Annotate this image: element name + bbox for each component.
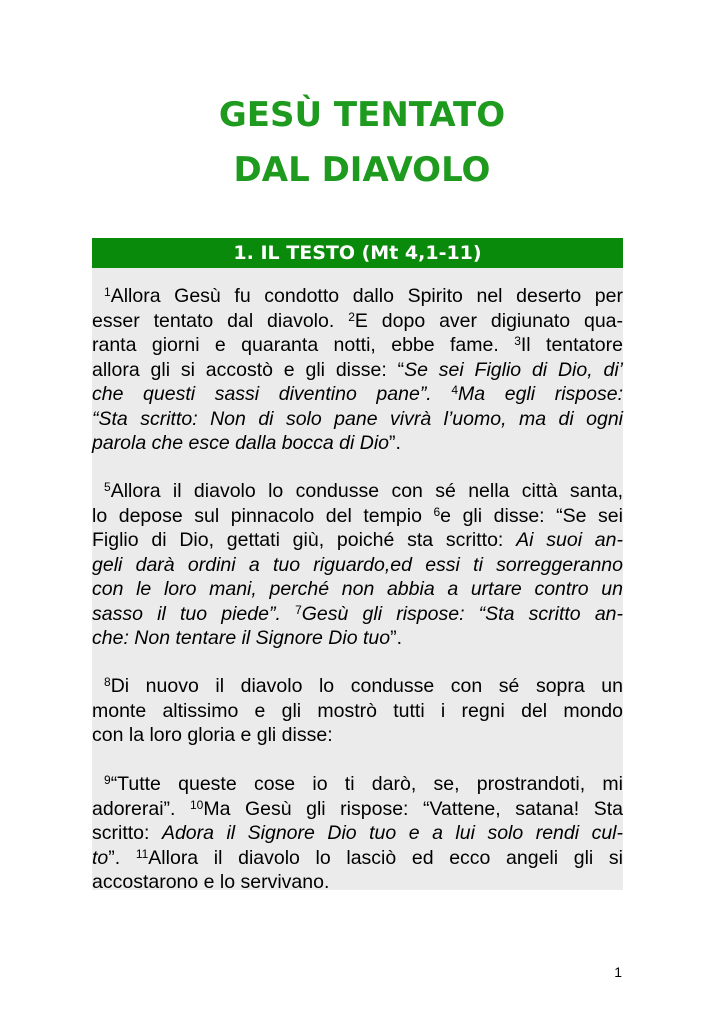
text-run: accostarono e lo servivano. — [92, 871, 330, 893]
text-line — [92, 382, 623, 407]
title-line-1: GESÙ TENTATO — [218, 95, 506, 135]
scripture-quote: Adora il Signore Dio tuo e a lui solo rendi cul- — [161, 822, 623, 844]
text-run: con la loro gloria e gli disse: — [92, 724, 333, 746]
text-line — [92, 528, 623, 553]
verse-number: 8 — [104, 675, 111, 689]
text-run: ”. — [108, 846, 136, 869]
text-run: ranta giorni e quaranta notti, ebbe fame. — [92, 334, 515, 356]
text-line — [92, 309, 623, 334]
verse-number: 3 — [514, 334, 521, 348]
text-line — [92, 407, 623, 432]
text-run: lo depose sul pinnacolo del tempio — [92, 504, 434, 527]
paragraph-3 — [92, 674, 623, 748]
text-run: Allora il diavolo lo lasciò ed ecco angeli gli si — [148, 846, 623, 869]
text-run: Di nuovo il diavolo lo condusse con sé sopra un — [110, 675, 623, 697]
page-number: 1 — [614, 964, 622, 980]
verse-number: 5 — [104, 480, 111, 494]
scripture-quote: che: Non tentare il Signore Dio tuo — [92, 627, 391, 649]
paragraph-4 — [92, 772, 623, 895]
verse-number: 1 — [104, 285, 111, 299]
text-run: Figlio di Dio, gettati giù, poiché sta scritto: — [92, 529, 517, 551]
document-title — [0, 88, 724, 198]
text-run: monte altissimo e gli mostrò tutti i regni del mondo — [92, 699, 623, 722]
text-line — [92, 479, 623, 504]
text-run: adorerai”. — [92, 797, 190, 820]
section-heading: 1. IL TESTO (Mt 4,1-11) — [92, 238, 623, 268]
scripture-quote: parola che esce dalla bocca di Dio — [92, 432, 390, 454]
text-run: ”. — [390, 627, 403, 649]
scripture-quote: sasso il tuo piede”. — [92, 602, 296, 625]
text-line — [92, 284, 623, 309]
verse-number: 7 — [295, 602, 302, 617]
scripture-quote: Gesù gli rispose: “Sta scritto an- — [301, 602, 623, 625]
paragraph-2 — [92, 479, 623, 651]
text-line — [92, 699, 623, 724]
text-run: Allora Gesù fu condotto dallo Spirito nel deserto per — [110, 285, 623, 307]
text-line — [92, 602, 623, 627]
scripture-quote: Se sei Figlio di Dio, di’ — [404, 358, 623, 381]
verse-number: 2 — [348, 309, 355, 324]
text-line — [92, 772, 623, 797]
text-run: allora gli si accostò e gli disse: “ — [92, 358, 405, 381]
text-line — [92, 846, 623, 871]
text-run: E dopo aver digiunato qua- — [354, 309, 623, 332]
text-run: e gli disse: “Se sei — [440, 504, 623, 527]
text-line — [92, 553, 623, 578]
text-line — [92, 870, 623, 895]
text-line — [92, 626, 623, 651]
scripture-text-box — [92, 268, 623, 893]
text-line — [92, 358, 623, 383]
verse-number: 6 — [433, 504, 441, 519]
text-line — [92, 821, 623, 846]
text-run: Ma Gesù gli rispose: “Vattene, satana! Sta — [203, 797, 623, 820]
text-line — [92, 577, 623, 602]
scripture-quote: to — [92, 846, 109, 869]
text-line — [92, 431, 623, 456]
paragraph-1 — [92, 284, 623, 456]
verse-number: 11 — [135, 846, 149, 861]
text-run: Allora il diavolo lo condusse con sé nella città santa, — [110, 480, 623, 502]
text-run: scritto: — [92, 822, 162, 844]
text-line — [92, 333, 623, 358]
scripture-quote: con le loro mani, perché non abbia a urtare contro un — [92, 578, 623, 600]
text-run: Il tentatore — [520, 334, 623, 356]
text-run: “Tutte queste cose io ti darò, se, prostrandoti, mi — [110, 773, 623, 795]
scripture-quote: Ai suoi an- — [516, 529, 623, 551]
scripture-quote: Ma egli rispose: — [458, 383, 623, 405]
scripture-quote: che questi sassi diventino pane”. — [92, 383, 452, 405]
text-line — [92, 674, 623, 699]
scripture-quote: “Sta scritto: Non di solo pane vivrà l’uomo, ma di ogni — [92, 407, 623, 430]
scripture-quote: geli darà ordini a tuo riguardo,ed essi ti sorreggeranno — [92, 553, 623, 576]
text-run: esser tentato dal diavolo. — [92, 309, 349, 332]
text-line — [92, 723, 623, 748]
verse-number: 10 — [190, 797, 204, 812]
text-run: ”. — [389, 432, 401, 454]
verse-number: 9 — [104, 773, 111, 787]
verse-number: 4 — [451, 383, 459, 397]
title-line-2: DAL DIAVOLO — [233, 150, 491, 190]
text-line — [92, 797, 623, 822]
text-line — [92, 504, 623, 529]
